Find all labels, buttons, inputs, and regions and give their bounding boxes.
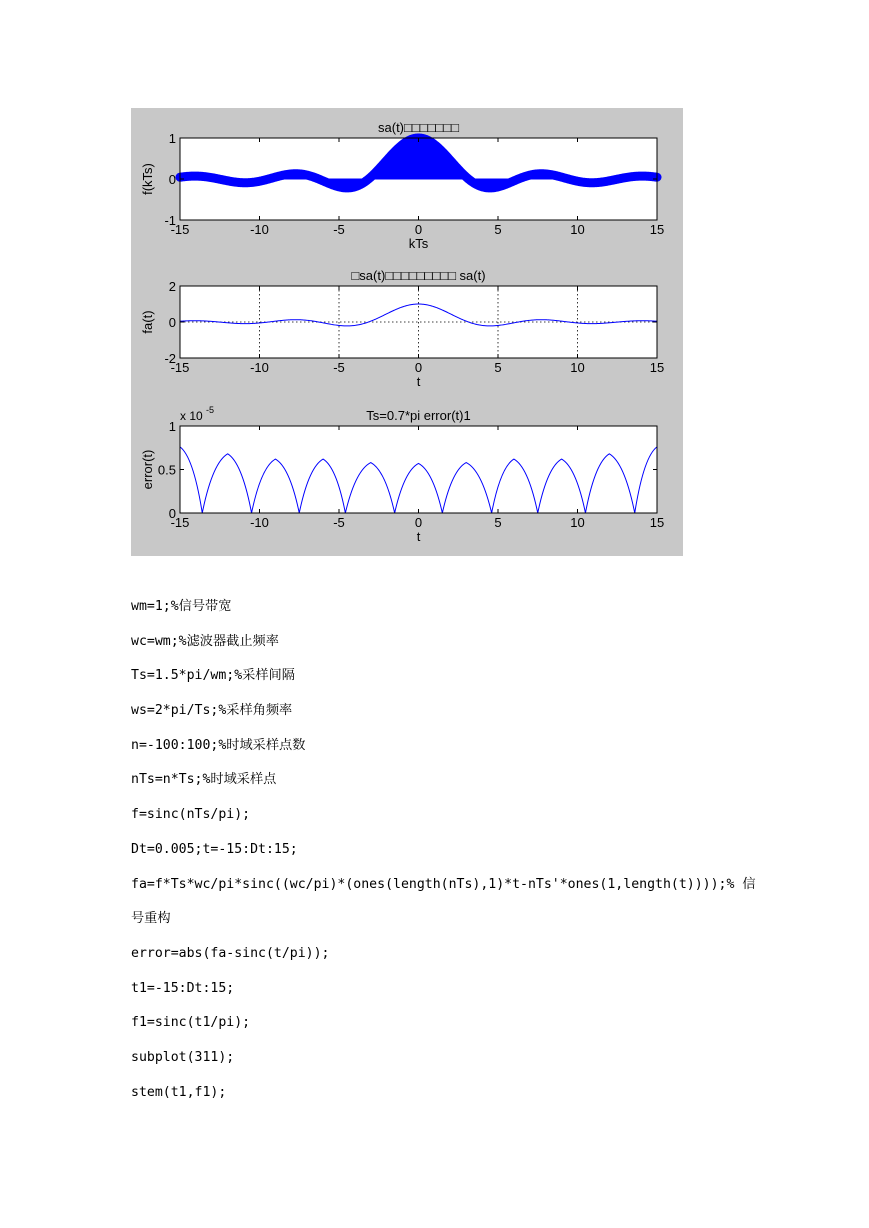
code-line: subplot(311); [131, 1049, 235, 1065]
code-listing [131, 590, 756, 1110]
x-tick-label: 0 [414, 222, 423, 237]
x-tick-label: 10 [570, 515, 585, 530]
subplot-2 [140, 268, 664, 389]
code-line: f=sinc(nTs/pi); [131, 807, 251, 823]
x-axis-label: kTs [408, 236, 429, 251]
code-line: f1=sinc(t1/pi); [131, 1015, 251, 1031]
y-axis-label: f(kTs) [140, 163, 155, 195]
x-tick-label: 10 [570, 222, 585, 237]
y-tick-label: -2 [164, 351, 176, 366]
x-tick-label: 5 [494, 222, 502, 237]
y-tick-label: 0.5 [157, 462, 176, 478]
x-tick-label: -15 [170, 360, 190, 375]
x-tick-label: 15 [649, 360, 665, 375]
plot-area [180, 426, 657, 513]
code-line: 号重构 [131, 911, 171, 927]
x-tick-label: -5 [333, 222, 345, 237]
x-tick-label: -10 [250, 360, 269, 375]
code-line: wm=1;%信号带宽 [131, 599, 232, 614]
code-line: ws=2*pi/Ts;%采样角频率 [131, 703, 293, 719]
x-tick-label: -10 [250, 222, 269, 237]
x-tick-label: -15 [170, 222, 190, 237]
chart-title: □sa(t)□□□□□□□□□ sa(t) [351, 268, 486, 283]
code-line: Ts=1.5*pi/wm;%采样间隔 [131, 668, 295, 684]
chart-title: Ts=0.7*pi error(t)1 [366, 408, 471, 423]
exponent-label: x 10 [180, 409, 203, 423]
y-axis-label: fa(t) [140, 310, 155, 334]
x-tick-label: 5 [494, 360, 502, 375]
code-line: stem(t1,f1); [131, 1084, 227, 1100]
x-tick-label: 15 [649, 222, 665, 237]
y-tick-label: 0 [168, 506, 176, 521]
code-line: nTs=n*Ts;%时域采样点 [131, 772, 277, 788]
x-axis-label: t [416, 374, 421, 389]
x-tick-label: -10 [250, 515, 269, 530]
x-axis-label: t [416, 529, 421, 544]
x-tick-label: -5 [333, 515, 345, 530]
code-line: Dt=0.005;t=-15:Dt:15; [131, 841, 298, 857]
x-tick-label: 0 [414, 360, 423, 375]
y-tick-label: 0 [168, 315, 176, 330]
matlab-figure [131, 108, 683, 556]
figure-canvas [131, 108, 683, 556]
x-tick-label: 15 [649, 515, 665, 530]
y-tick-label: 1 [168, 131, 176, 146]
x-tick-label: 5 [494, 515, 502, 530]
y-axis-label: error(t) [140, 449, 155, 490]
exponent-power: -5 [206, 405, 215, 415]
x-tick-label: -15 [170, 515, 190, 530]
subplot-3 [140, 405, 664, 544]
y-tick-label: 2 [168, 279, 176, 294]
code-line: t1=-15:Dt:15; [131, 980, 235, 996]
subplot-1 [140, 120, 664, 251]
code-line: n=-100:100;%时域采样点数 [131, 737, 306, 753]
x-tick-label: 10 [570, 360, 585, 375]
y-tick-label: 0 [168, 172, 176, 187]
x-tick-label: 0 [414, 515, 423, 530]
chart-title: sa(t)□□□□□□□ [378, 120, 459, 135]
code-line: fa=f*Ts*wc/pi*sinc((wc/pi)*(ones(length(nTs),1)*t-nTs'*ones(1,length(t))));% 信 [131, 876, 756, 892]
y-tick-label: 1 [168, 419, 176, 434]
y-tick-label: -1 [164, 213, 176, 228]
x-tick-label: -5 [333, 360, 345, 375]
code-line: wc=wm;%滤波器截止频率 [131, 633, 279, 649]
code-line: error=abs(fa-sinc(t/pi)); [131, 945, 330, 961]
